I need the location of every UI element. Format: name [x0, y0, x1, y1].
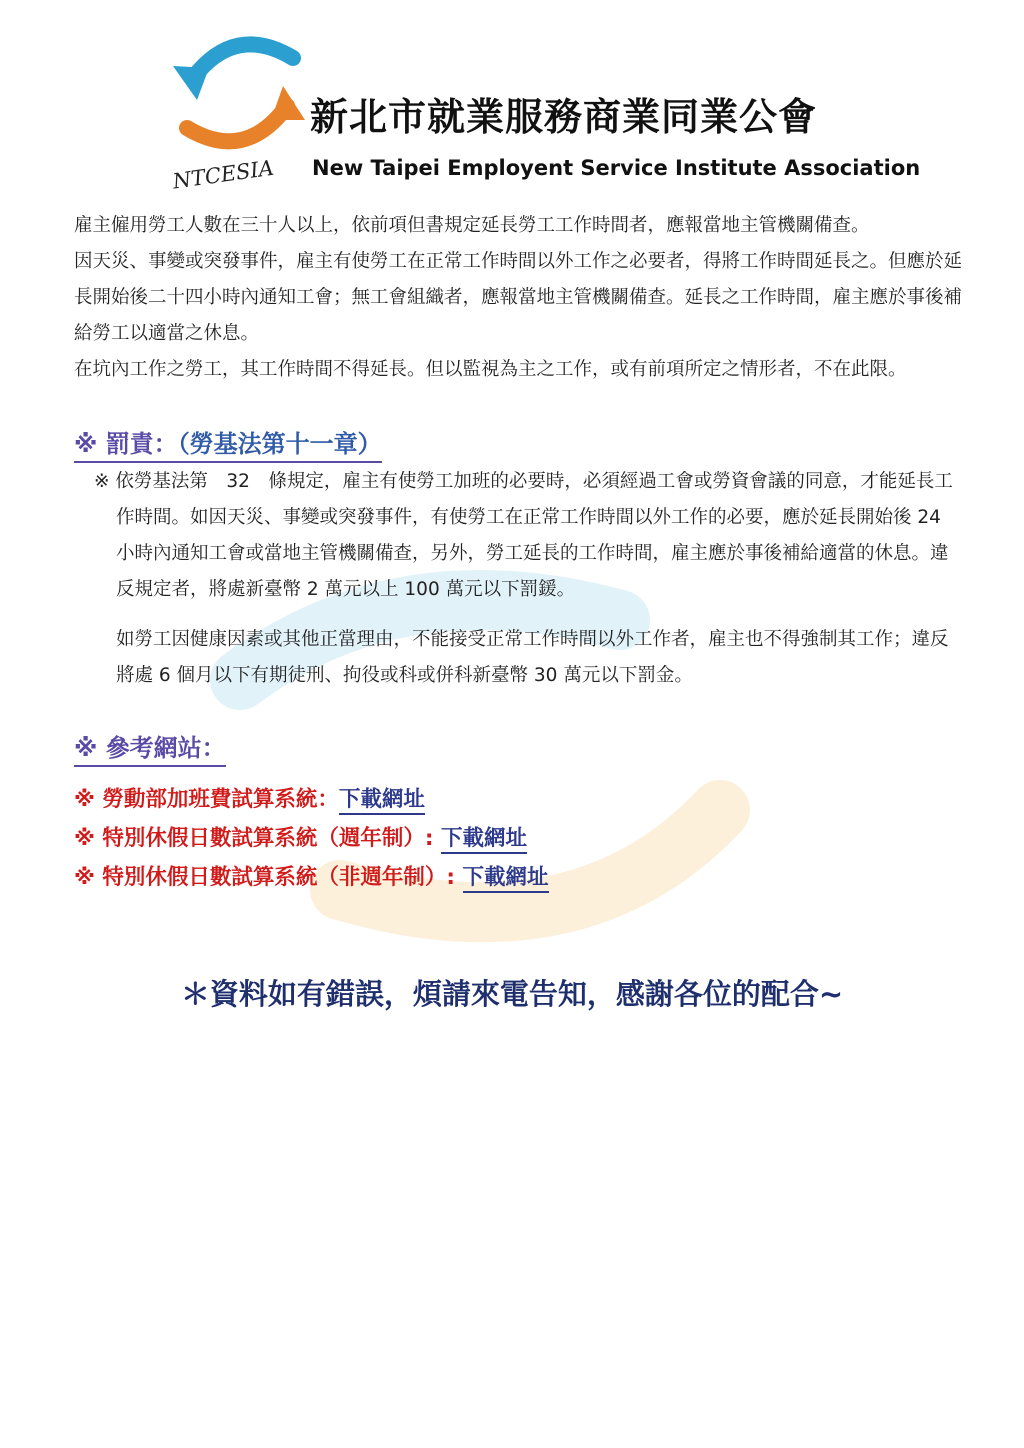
logo-text: NTCESIA: [171, 155, 276, 193]
footer-note: ＊資料如有錯誤，煩請來電告知，感謝各位的配合~: [180, 977, 844, 1011]
reference-row-leave-non-anniversary: [74, 858, 774, 897]
paragraph: 因天災、事變或突發事件，雇主有使勞工在正常工作時間以外工作之必要者，得將工作時間延長之。但應於延長開始後二十四小時內通知工會；無工會組織者，應報當地主管機關備查。延長之工作時間，雇主應於事後補給勞工以適當之休息。: [74, 251, 963, 344]
ntcesia-logo: [165, 28, 315, 193]
reference-links: [74, 780, 774, 897]
penalty-title-prefix: ※ 罰責：: [74, 430, 178, 458]
download-link[interactable]: 下載網址: [339, 787, 425, 815]
reference-section-title: ※ 參考網站：: [74, 728, 226, 767]
penalty-title-law: （勞基法第十一章）: [177, 430, 382, 458]
org-name-en: New Taipei Employent Service Institute Association: [312, 156, 921, 180]
org-name-zh: 新北市就業服務商業同業公會: [310, 95, 818, 139]
overtime-rules: [74, 208, 964, 388]
penalty-item: ※ 依勞基法第 32 條規定，雇主有使勞工加班的必要時，必須經過工會或勞資會議的同意，才能延長工作時間。如因天災、事變或突發事件，有使勞工在正常工作時間以外工作的必要，應於延長開始後 24 小時內通知工會或當地主管機關備查，另外，勞工延長的工作時間，雇主應於事後補給適當的休息。違反規定者，將處新臺幣 2 萬元以上 100 萬元以下罰鍰。: [94, 471, 953, 600]
reference-label: ※ 勞動部加班費試算系統：: [74, 787, 339, 812]
penalty-content: [94, 464, 964, 694]
penalty-section-title: [74, 424, 382, 463]
reference-row-overtime-calculator: [74, 780, 774, 819]
penalty-item: 如勞工因健康因素或其他正當理由，不能接受正常工作時間以外工作者，雇主也不得強制其工作；違反將處 6 個月以下有期徒刑、拘役或科或併科新臺幣 30 萬元以下罰金。: [116, 629, 949, 686]
reference-row-leave-anniversary: [74, 819, 774, 858]
paragraph: 雇主僱用勞工人數在三十人以上，依前項但書規定延長勞工工作時間者，應報當地主管機關備查。: [74, 215, 870, 236]
download-link[interactable]: 下載網址: [441, 826, 527, 854]
reference-label: ※ 特別休假日數試算系統（非週年制）:: [74, 865, 455, 890]
reference-label: ※ 特別休假日數試算系統（週年制）:: [74, 826, 434, 851]
paragraph: 在坑內工作之勞工，其工作時間不得延長。但以監視為主之工作，或有前項所定之情形者，不在此限。: [74, 359, 907, 380]
download-link[interactable]: 下載網址: [463, 865, 549, 893]
letterhead: [165, 28, 921, 198]
